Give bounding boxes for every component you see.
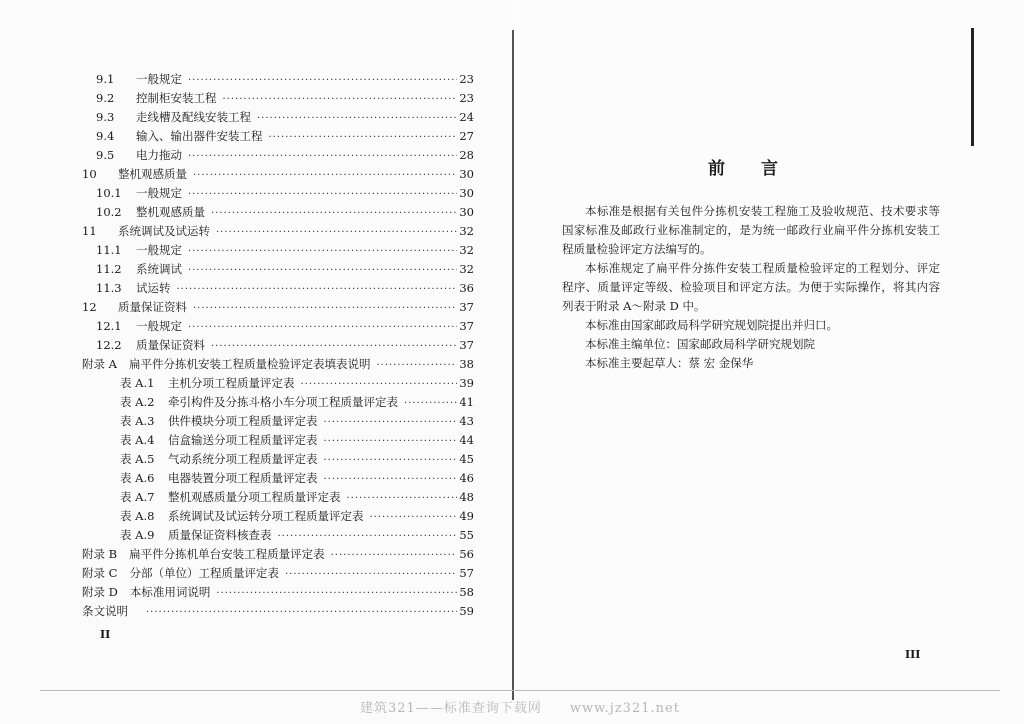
toc-entry-number: 12.2	[96, 338, 122, 352]
toc-leader-dots	[324, 432, 458, 451]
preface-title: 前言	[708, 159, 814, 179]
toc-entry-page: 37	[459, 338, 474, 352]
toc-entry-number: 11	[82, 224, 97, 238]
toc-entry[interactable]	[82, 507, 474, 526]
toc-entry-page: 59	[459, 604, 474, 618]
toc-entry-page: 46	[459, 471, 474, 485]
toc-entry[interactable]	[82, 469, 474, 488]
toc-leader-dots	[216, 584, 457, 603]
toc-entry-title: 整机观感质量分项工程质量评定表	[168, 490, 341, 504]
toc-entry-number: 11.2	[96, 262, 122, 276]
toc-entry-title: 气动系统分项工程质量评定表	[168, 452, 318, 466]
toc-entry-title: 系统调试	[136, 262, 182, 276]
toc-entry-number: 表 A.5	[120, 452, 155, 466]
toc-entry-number: 附录 C	[82, 566, 118, 580]
book-gutter	[512, 30, 514, 700]
toc-leader-dots	[301, 375, 458, 394]
toc-entry-page: 44	[459, 433, 474, 447]
toc-entry-page: 30	[459, 167, 474, 181]
toc-entry-number: 表 A.3	[120, 414, 155, 428]
toc-entry-page: 37	[459, 300, 474, 314]
toc-entry-page: 43	[459, 414, 474, 428]
preface-paragraph: 本标准规定了扁平件分拣件安装工程质量检验评定的工程划分、评定程序、质量评定等级、检验项目和评定方法。为便于实际操作，将其内容列表于附录 A～附录 D 中。	[562, 261, 940, 313]
toc-leader-dots	[269, 128, 458, 147]
toc-entry-page: 45	[459, 452, 474, 466]
watermark	[360, 697, 680, 716]
toc-entry[interactable]	[82, 450, 474, 469]
toc-entry-number: 表 A.6	[120, 471, 155, 485]
toc-entry-number: 条文说明	[82, 604, 128, 618]
toc-entry-page: 32	[459, 224, 474, 238]
toc-entry-number: 附录 A	[82, 357, 117, 371]
toc-entry-number: 12.1	[96, 319, 122, 333]
toc-entry-page: 38	[459, 357, 474, 371]
toc-leader-dots	[188, 318, 457, 337]
toc-entry[interactable]	[82, 412, 474, 431]
toc-entry-page: 23	[459, 91, 474, 105]
toc-leader-dots	[177, 280, 458, 299]
toc-entry-number: 9.3	[96, 110, 115, 124]
toc-leader-dots	[146, 603, 457, 622]
preface-paragraph: 本标准主要起草人：蔡 宏 金保华	[585, 356, 754, 370]
toc-entry-title: 电力拖动	[136, 148, 182, 162]
toc-leader-dots	[324, 413, 458, 432]
toc-entry[interactable]	[82, 279, 474, 298]
toc-entry-page: 36	[459, 281, 474, 295]
toc-entry-number: 11.1	[96, 243, 122, 257]
toc-leader-dots	[188, 147, 457, 166]
toc-leader-dots	[370, 508, 458, 527]
toc-entry-page: 56	[459, 547, 474, 561]
toc-leader-dots	[285, 565, 457, 584]
toc-entry[interactable]	[82, 70, 474, 89]
toc-leader-dots	[324, 451, 458, 470]
toc-leader-dots	[211, 204, 457, 223]
preface-paragraph: 本标准由国家邮政局科学研究规划院提出并归口。	[585, 318, 838, 332]
toc-entry-page: 23	[459, 72, 474, 86]
toc-entry[interactable]	[82, 374, 474, 393]
left-page-number: II	[100, 628, 111, 641]
toc-entry-page: 24	[459, 110, 474, 124]
toc-entry-page: 55	[459, 528, 474, 542]
toc-entry-title: 牵引构件及分拣斗格小车分项工程质量评定表	[168, 395, 398, 409]
toc-entry[interactable]	[82, 127, 474, 146]
toc-leader-dots	[188, 261, 457, 280]
toc-entry-page: 41	[459, 395, 474, 409]
toc-entry-title: 质量保证资料	[118, 300, 187, 314]
toc-entry-number: 表 A.1	[120, 376, 155, 390]
toc-leader-dots	[404, 394, 457, 413]
toc-entry-title: 整机观感质量	[118, 167, 187, 181]
toc-entry-number: 10.2	[96, 205, 122, 219]
toc-entry[interactable]	[82, 89, 474, 108]
bottom-rule	[40, 690, 1000, 691]
toc-leader-dots	[376, 356, 457, 375]
toc-entry-number: 附录 B	[82, 547, 118, 561]
toc-entry-title: 主机分项工程质量评定表	[168, 376, 295, 390]
toc-leader-dots	[257, 109, 457, 128]
table-of-contents	[82, 70, 474, 621]
toc-entry[interactable]	[82, 545, 474, 564]
toc-entry-title: 输入、输出器件安装工程	[136, 129, 263, 143]
toc-entry-number: 9.1	[96, 72, 115, 86]
toc-entry[interactable]	[82, 583, 474, 602]
toc-entry-title: 一般规定	[136, 186, 182, 200]
toc-entry-title: 系统调试及试运转分项工程质量评定表	[168, 509, 364, 523]
toc-entry-number: 表 A.4	[120, 433, 155, 447]
toc-leader-dots	[324, 470, 458, 489]
toc-entry-number: 12	[82, 300, 97, 314]
page-edge-mark	[971, 28, 974, 146]
toc-entry[interactable]	[82, 488, 474, 507]
preface-body	[562, 202, 940, 373]
toc-entry-number: 表 A.7	[120, 490, 155, 504]
toc-entry-page: 49	[459, 509, 474, 523]
toc-entry-title: 扁平件分拣机单台安装工程质量评定表	[129, 547, 325, 561]
toc-entry[interactable]	[82, 602, 474, 621]
toc-entry[interactable]	[82, 526, 474, 545]
toc-entry-number: 附录 D	[82, 585, 118, 599]
toc-entry-page: 48	[459, 490, 474, 504]
toc-entry[interactable]	[82, 184, 474, 203]
toc-entry-title: 本标准用词说明	[129, 585, 211, 599]
toc-entry-title: 电器装置分项工程质量评定表	[168, 471, 318, 485]
watermark-url[interactable]: www.jz321.net	[569, 701, 680, 716]
toc-entry[interactable]	[82, 260, 474, 279]
toc-entry-page: 37	[459, 319, 474, 333]
toc-entry[interactable]	[82, 298, 474, 317]
toc-entry-title: 供件模块分项工程质量评定表	[168, 414, 318, 428]
toc-entry[interactable]	[82, 203, 474, 222]
toc-leader-dots	[188, 242, 457, 261]
toc-entry-page: 32	[459, 243, 474, 257]
toc-entry-page: 32	[459, 262, 474, 276]
toc-leader-dots	[188, 71, 457, 90]
toc-entry-title: 质量保证资料	[136, 338, 205, 352]
toc-entry[interactable]	[82, 431, 474, 450]
toc-entry-page: 30	[459, 205, 474, 219]
toc-entry-title: 试运转	[136, 281, 171, 295]
toc-leader-dots	[347, 489, 458, 508]
toc-entry-title: 控制柜安装工程	[136, 91, 217, 105]
toc-leader-dots	[278, 527, 458, 546]
toc-entry[interactable]	[82, 564, 474, 583]
toc-entry-title: 整机观感质量	[136, 205, 205, 219]
toc-entry[interactable]	[82, 108, 474, 127]
toc-entry-number: 表 A.8	[120, 509, 155, 523]
toc-entry-number: 表 A.9	[120, 528, 155, 542]
toc-entry[interactable]	[82, 317, 474, 336]
toc-entry-title: 分部（单位）工程质量评定表	[129, 566, 279, 580]
watermark-text: 建筑321——标准查询下载网	[360, 701, 542, 716]
toc-entry[interactable]	[82, 336, 474, 355]
toc-entry-title: 一般规定	[136, 243, 182, 257]
toc-entry-page: 57	[459, 566, 474, 580]
toc-entry-number: 9.4	[96, 129, 115, 143]
toc-entry-number: 9.2	[96, 91, 115, 105]
toc-entry-page: 30	[459, 186, 474, 200]
toc-entry[interactable]	[82, 146, 474, 165]
toc-entry-title: 扁平件分拣机安装工程质量检验评定表填表说明	[128, 357, 371, 371]
toc-entry-number: 9.5	[96, 148, 115, 162]
toc-entry[interactable]	[82, 222, 474, 241]
toc-entry[interactable]	[82, 355, 474, 374]
toc-leader-dots	[193, 166, 457, 185]
toc-entry-number: 10	[82, 167, 97, 181]
toc-entry[interactable]	[82, 241, 474, 260]
toc-entry-number: 11.3	[96, 281, 122, 295]
toc-leader-dots	[216, 223, 457, 242]
toc-entry-number: 10.1	[96, 186, 122, 200]
toc-entry-number: 表 A.2	[120, 395, 155, 409]
toc-leader-dots	[331, 546, 458, 565]
toc-entry-title: 系统调试及试运转	[118, 224, 210, 238]
toc-leader-dots	[211, 337, 457, 356]
toc-entry[interactable]	[82, 393, 474, 412]
right-page-number: III	[905, 648, 921, 661]
preface-paragraph: 本标准主编单位：国家邮政局科学研究规划院	[585, 337, 815, 351]
toc-entry-title: 质量保证资料核查表	[168, 528, 272, 542]
toc-entry-title: 走线槽及配线安装工程	[136, 110, 251, 124]
toc-leader-dots	[188, 185, 457, 204]
toc-leader-dots	[223, 90, 458, 109]
toc-leader-dots	[193, 299, 457, 318]
toc-entry[interactable]	[82, 165, 474, 184]
toc-entry-title: 一般规定	[136, 72, 182, 86]
toc-entry-page: 58	[459, 585, 474, 599]
preface-paragraph: 本标准是根据有关包件分拣机安装工程施工及验收规范、技术要求等国家标准及邮政行业标准制定的，是为统一邮政行业扁平件分拣机安装工程质量检验评定方法编写的。	[562, 204, 940, 256]
toc-entry-page: 27	[459, 129, 474, 143]
toc-entry-title: 一般规定	[136, 319, 182, 333]
toc-entry-title: 信盒输送分项工程质量评定表	[168, 433, 318, 447]
toc-entry-page: 39	[459, 376, 474, 390]
toc-entry-page: 28	[459, 148, 474, 162]
